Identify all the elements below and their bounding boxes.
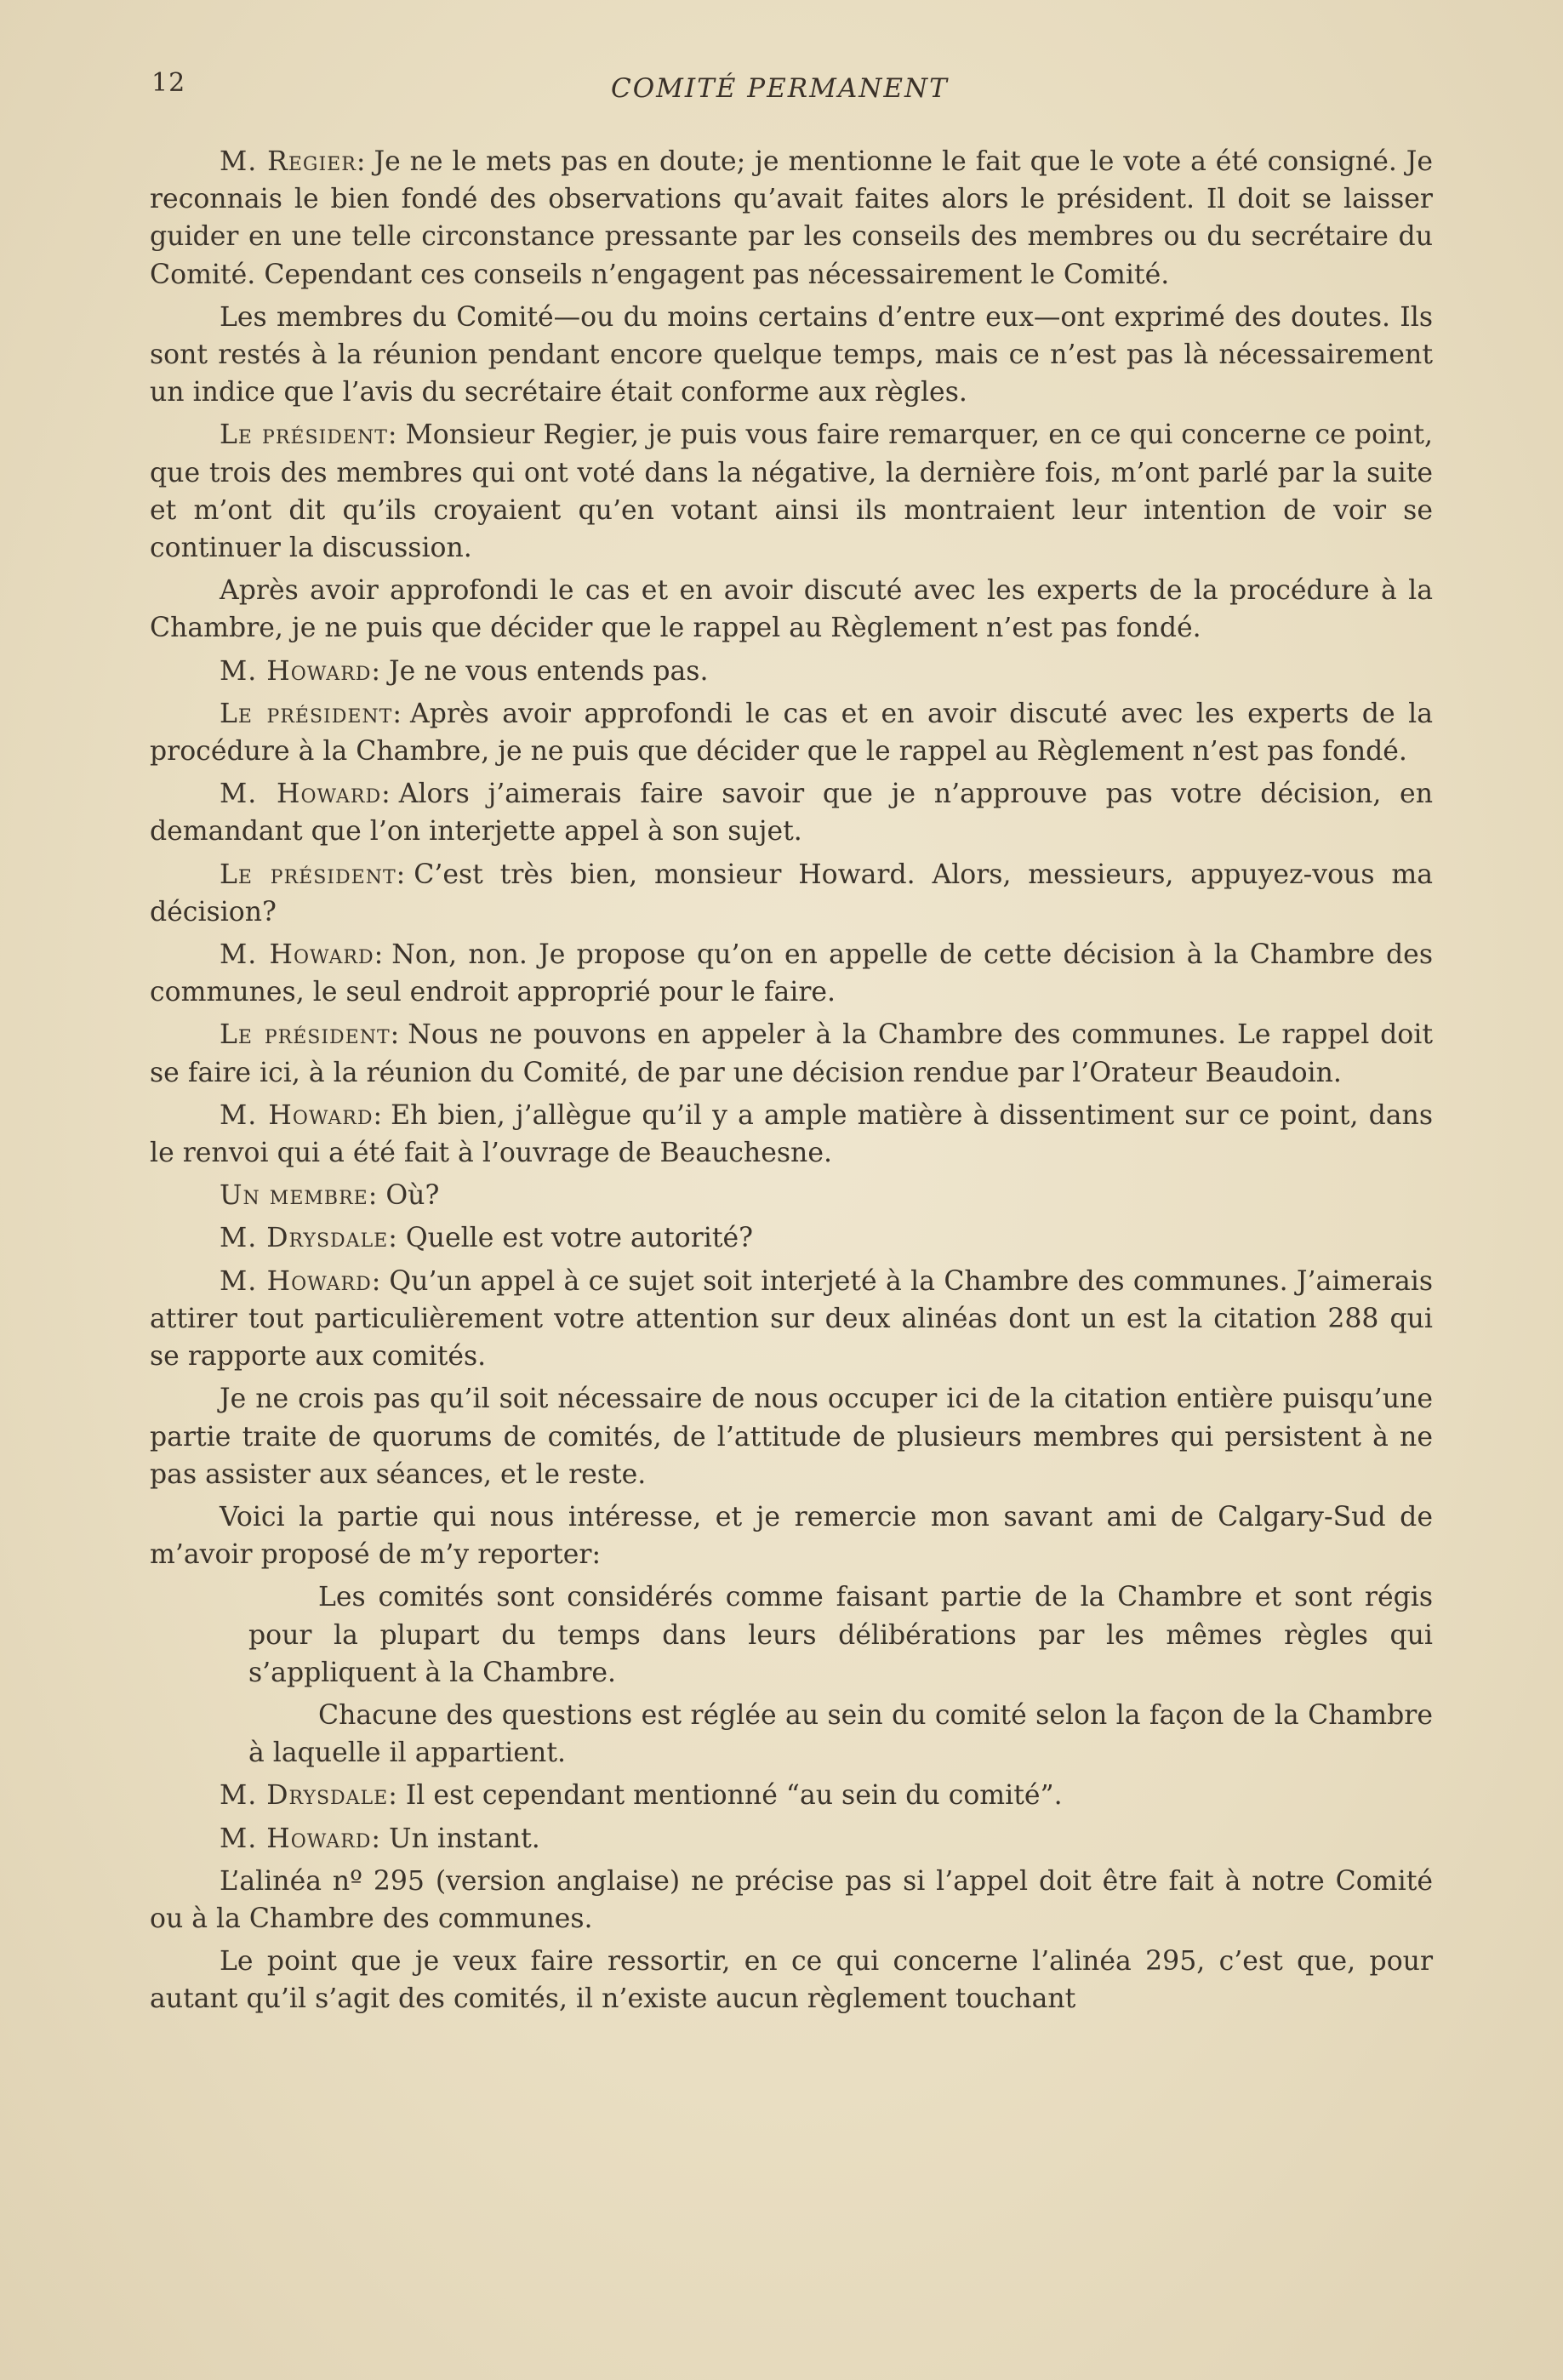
quoted-paragraph <box>248 1697 1433 1772</box>
speaker-name: Le président <box>220 859 396 890</box>
paragraph: Un membre: Où? <box>220 1180 440 1212</box>
paragraph: Le président: Après avoir approfondi le cas et en avoir discuté avec les experts de la procédure à la Chambre, je ne puis que décider que le rappel au Règlement n’est pas fondé. <box>150 698 1433 768</box>
paragraph <box>150 1943 1433 2018</box>
paragraph-text: Voici la partie qui nous intéresse, et je remercie mon savant ami de Calgary-Sud de m’avoir proposé de m’y reporter: <box>150 1501 1433 1571</box>
speaker-name: M. Regier <box>220 146 357 177</box>
paragraph-text: Je ne le mets pas en doute; je mentionne le fait que le vote a été consigné. Je reconnais le bien fondé des observations qu’avait faites alors le président. Il doit se laisser guider en une telle circonstance pressante par les conseils des membres ou du secrétaire du Comité. Cependant ces conseils n’engagent pas nécessairement le Comité. <box>150 146 1433 290</box>
paragraph: M. Howard: Qu’un appel à ce sujet soit interjeté à la Chambre des communes. J’aimerais attirer tout particulièrement votre attention sur deux alinéas dont un est la citation 288 qui se rapporte aux comités. <box>150 1265 1433 1373</box>
paragraph-text: Les comités sont considérés comme faisant partie de la Chambre et sont régis pour la plupart du temps dans leurs délibérations par les mêmes règles qui s’appliquent à la Chambre. <box>248 1582 1433 1688</box>
page-header <box>151 68 1429 111</box>
paragraph <box>150 572 1433 647</box>
speaker-name: M. Drysdale <box>220 1780 389 1812</box>
running-head: COMITÉ PERMANENT <box>611 73 949 104</box>
paragraph: M. Drysdale: Il est cependant mentionné “au sein du comité”. <box>220 1780 1063 1812</box>
speaker-name: Le président <box>220 698 393 729</box>
paragraph-text: Le point que je veux faire ressortir, en ce qui concerne l’alinéa 295, c’est que, pour autant qu’il s’agit des comités, il n’existe aucun règlement touchant <box>150 1946 1433 2015</box>
speaker-name: Le président <box>220 419 388 451</box>
paragraph-text: Je ne crois pas qu’il soit nécessaire de nous occuper ici de la citation entière puisqu’une partie traite de quorums de comités, de l’attitude de plusieurs membres qui persistent à ne pas assister aux séances, et le reste. <box>150 1384 1433 1490</box>
speaker-name: Un membre <box>220 1180 368 1212</box>
paragraph-text: C’est très bien, monsieur Howard. Alors, messieurs, appuyez-vous ma décision? <box>150 859 1433 927</box>
paragraph: M. Howard: Non, non. Je propose qu’on en appelle de cette décision à la Chambre des communes, le seul endroit approprié pour le faire. <box>150 939 1433 1008</box>
paragraph: M. Howard: Alors j’aimerais faire savoir que je n’approuve pas votre décision, en demandant que l’on interjette appel à son sujet. <box>150 779 1433 848</box>
paragraph-text: Quelle est votre autorité? <box>405 1223 754 1254</box>
paragraph <box>150 1380 1433 1493</box>
paragraph: M. Howard: Je ne vous entends pas. <box>220 655 709 687</box>
page-number: 12 <box>151 68 186 98</box>
speaker-name: M. Howard <box>220 1099 374 1131</box>
paragraph: Le président: C’est très bien, monsieur Howard. Alors, messieurs, appuyez-vous ma décision? <box>150 859 1433 927</box>
paragraph: Le président: Nous ne pouvons en appeler à la Chambre des communes. Le rappel doit se faire ici, à la réunion du Comité, de par une décision rendue par l’Orateur Beaudoin. <box>150 1019 1433 1088</box>
paragraph: M. Howard: Eh bien, j’allègue qu’il y a ample matière à dissentiment sur ce point, dans le renvoi qui a été fait à l’ouvrage de Beauchesne. <box>150 1099 1433 1169</box>
paragraph-text: Un instant. <box>389 1823 540 1854</box>
speaker-name: M. Drysdale <box>220 1223 389 1254</box>
paragraph <box>150 1863 1433 1938</box>
paragraph-text: Nous ne pouvons en appeler à la Chambre des communes. Le rappel doit se faire ici, à la réunion du Comité, de par une décision rendue par l’Orateur Beaudoin. <box>150 1019 1433 1088</box>
speaker-name: Le président <box>220 1019 391 1051</box>
paragraph-text: Qu’un appel à ce sujet soit interjeté à la Chambre des communes. J’aimerais attirer tout particulièrement votre attention sur deux alinéas dont un est la citation 288 qui se rapporte aux comités. <box>150 1265 1433 1373</box>
speaker-name: M. Howard <box>220 779 382 810</box>
paragraph: M. Drysdale: Quelle est votre autorité? <box>220 1223 754 1254</box>
paragraph <box>150 1498 1433 1573</box>
paragraph-text: Après avoir approfondi le cas et en avoir discuté avec les experts de la procédure à la Chambre, je ne puis que décider que le rappel au Règlement n’est pas fondé. <box>150 575 1433 644</box>
speaker-name: M. Howard <box>220 1823 372 1854</box>
paragraph-text: Les membres du Comité—ou du moins certains d’entre eux—ont exprimé des doutes. Ils sont restés à la réunion pendant encore quelque temps, mais ce n’est pas là nécessairement un indice que l’avis du secrétaire était conforme aux règles. <box>150 301 1433 408</box>
paragraph-text: L’alinéa nº 295 (version anglaise) ne précise pas si l’appel doit être fait à notre Comité ou à la Chambre des communes. <box>150 1865 1433 1934</box>
paragraph-text: Je ne vous entends pas. <box>389 655 709 687</box>
paragraph: M. Howard: Un instant. <box>220 1823 540 1854</box>
speaker-name: M. Howard <box>220 939 374 971</box>
body-text <box>150 143 1433 2023</box>
paragraph-text: Alors j’aimerais faire savoir que je n’approuve pas votre décision, en demandant que l’on interjette appel à son sujet. <box>150 779 1433 848</box>
paragraph-text: Non, non. Je propose qu’on en appelle de cette décision à la Chambre des communes, le seul endroit approprié pour le faire. <box>150 939 1433 1008</box>
paragraph-text: Où? <box>385 1180 440 1212</box>
paragraph-text: Chacune des questions est réglée au sein du comité selon la façon de la Chambre à laquelle il appartient. <box>248 1699 1433 1769</box>
paragraph-text: Monsieur Regier, je puis vous faire remarquer, en ce qui concerne ce point, que trois des membres qui ont voté dans la négative, la dernière fois, m’ont parlé par la suite et m’ont dit qu’ils croyaient qu’en votant ainsi ils montraient leur intention de voir se continuer la discussion. <box>150 419 1433 564</box>
speaker-name: M. Howard <box>220 1265 372 1297</box>
paragraph-text: Eh bien, j’allègue qu’il y a ample matière à dissentiment sur ce point, dans le renvoi qui a été fait à l’ouvrage de Beauchesne. <box>150 1099 1433 1169</box>
quoted-paragraph <box>248 1578 1433 1692</box>
paragraph <box>150 299 1433 412</box>
paragraph-text: Il est cependant mentionné “au sein du comité”. <box>405 1780 1063 1812</box>
speaker-name: M. Howard <box>220 655 372 687</box>
paragraph: Le président: Monsieur Regier, je puis vous faire remarquer, en ce qui concerne ce point, que trois des membres qui ont voté dans la négative, la dernière fois, m’ont parlé par la suite et m’ont dit qu’ils croyaient qu’en votant ainsi ils montraient leur intention de voir se continuer la discussion. <box>150 419 1433 564</box>
paragraph: M. Regier: Je ne le mets pas en doute; je mentionne le fait que le vote a été consigné. Je reconnais le bien fondé des observations qu’avait faites alors le président. Il doit se laisser guider en une telle circonstance pressante par les conseils des membres ou du secrétaire du Comité. Cependant ces conseils n’engagent pas nécessairement le Comité. <box>150 146 1433 290</box>
paragraph-text: Après avoir approfondi le cas et en avoir discuté avec les experts de la procédure à la Chambre, je ne puis que décider que le rappel au Règlement n’est pas fondé. <box>150 698 1433 768</box>
